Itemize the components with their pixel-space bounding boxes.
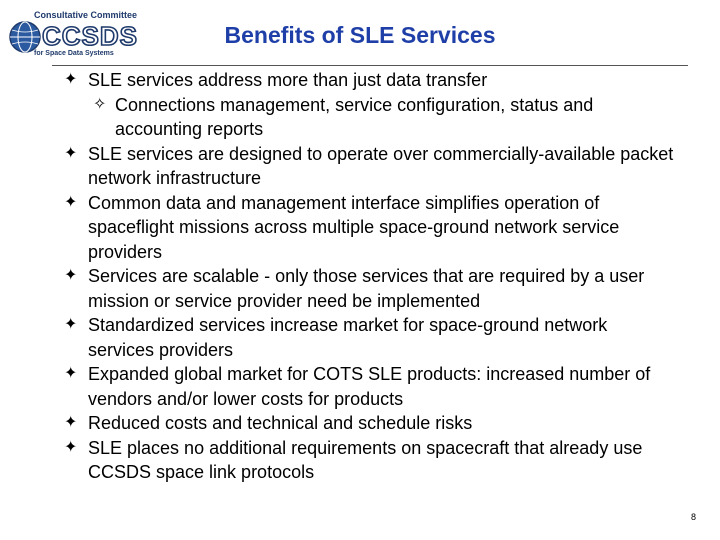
bullet-text: SLE places no additional requirements on spacecraft that already use CCSDS space link protocols xyxy=(88,437,643,482)
bullet-star-icon: ✦ xyxy=(64,193,78,211)
bullet-text: Expanded global market for COTS SLE products: increased number of vendors and/or lower costs for products xyxy=(88,364,651,409)
bullet-text: Common data and management interface simplifies operation of spaceflight missions across multiple space-ground network service providers xyxy=(88,192,620,262)
bullet-item xyxy=(0,68,678,93)
title-divider xyxy=(52,65,688,66)
bullet-star-icon: ✦ xyxy=(64,316,78,333)
bullet-text: Connections management, service configuration, status and accounting reports xyxy=(115,94,594,139)
bullet-item xyxy=(0,313,678,362)
slide-title xyxy=(0,22,720,49)
bullet-text: Reduced costs and technical and schedule risks xyxy=(88,413,473,433)
bullet-star-icon: ✦ xyxy=(64,414,78,431)
bullet-item xyxy=(0,191,678,265)
bullet-star-icon: ✦ xyxy=(64,71,78,88)
bullet-item xyxy=(0,411,678,436)
bullet-item xyxy=(0,264,678,313)
bullet-text: SLE services address more than just data transfer xyxy=(88,70,488,90)
bullet-text: SLE services are designed to operate over commercially-available packet network infrastructure xyxy=(88,143,674,188)
logo-org-top: Consultative Committee xyxy=(34,10,138,20)
sub-bullet-star-icon: ✧ xyxy=(93,95,107,113)
bullet-text: Services are scalable - only those services that are required by a user mission or service provider need be implemented xyxy=(88,266,645,311)
logo-org-bottom: for Space Data Systems xyxy=(34,50,114,57)
bullet-item xyxy=(0,362,678,411)
bullet-list xyxy=(0,68,720,485)
bullet-item xyxy=(0,436,678,485)
bullet-star-icon: ✦ xyxy=(64,267,78,284)
bullet-star-icon: ✦ xyxy=(64,144,78,162)
logo-acronym: CCSDS xyxy=(42,21,139,51)
bullet-star-icon: ✦ xyxy=(64,365,78,382)
bullet-star-icon: ✦ xyxy=(64,438,78,456)
sub-bullet-item xyxy=(0,93,675,142)
bullet-text: Standardized services increase market for space-ground network services providers xyxy=(88,315,608,360)
page-number: 8 xyxy=(690,512,696,522)
bullet-item xyxy=(0,142,678,191)
slide-title-text: Benefits of SLE Services xyxy=(224,22,496,48)
